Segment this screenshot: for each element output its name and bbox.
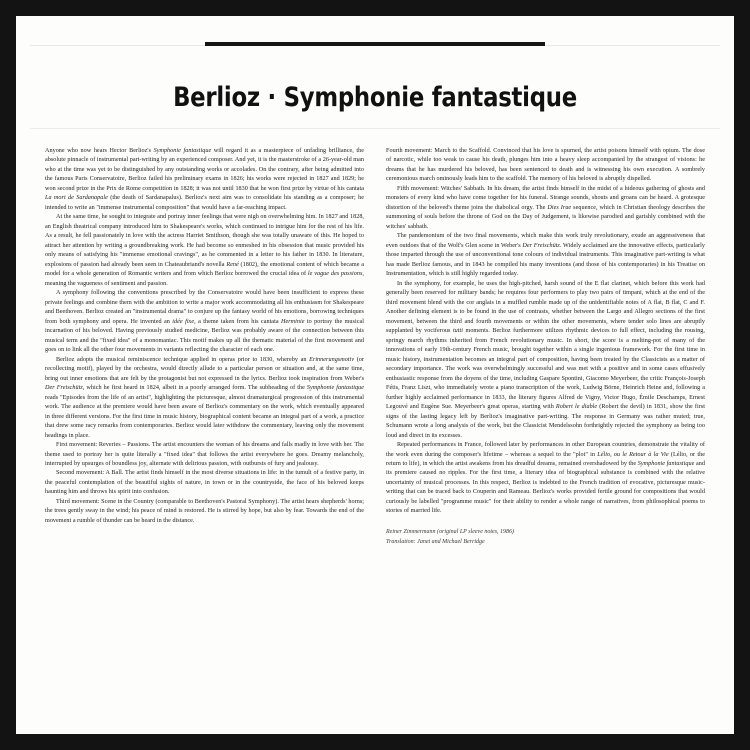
header-rule-accent: [205, 42, 545, 46]
body-paragraph: A symphony following the conventions prescribed by the Conservatoire would have been insufficient to express these private feelings and combine them with the ambition to write a major work accommodating all his enthusiasm for Shakespeare and Beethoven. Berlioz created an "instrumental drama" to conjure up the fantasy world of his emotions, borrowing techniques from both symphony and opera. He invented an idée fixe, a theme taken from his cantata Herminie to portray the musical incarnation of his beloved. Having previously studied medicine, Berlioz was probably aware of the connection between this musical term and the "fixed idea" of a monomaniac. This motif makes up all the thematic material of the first movement and goes on to link all the other four movements in variants reflecting the character of each one.: [45, 290, 364, 354]
credit-line: Translation: Janet and Michael Berridge: [386, 538, 485, 545]
body-paragraph: Berlioz adopts the musical reminiscence technique applied in operas prior to 1830, whereby an Erinnerungsmotiv (or recollecting motif), played by the orchestra, would directly allude to a particular person or situation and, at the same time, bring out inner emotions that are felt by the protagonist but not expressed in the lyrics. Berlioz took inspiration from Weber's Der Freischütz, which he first heard in 1824, albeit in a poorly arranged form. The subheading of the Symphonie fantastique reads "Episodes from the life of an artist", highlighting the picturesque, almost dramaturgical progression of this instrumental work. The audience at the premiere would have been aware of Berlioz's commentary on the work, which eventually appeared in three different versions. For the first time in music history, biographical content became an integral part of a work, a practice that drew some racy remarks from contemporaries. Berlioz would later withdraw the commentary, leaving only the movement headings in place.: [45, 356, 364, 439]
body-paragraph: The pandemonium of the two final movements, which make this work truly revolutionary, exude an aggressiveness that even outdoes that of the Wolf's Glen scene in Weber's Der Freischütz. Widely acclaimed are the innovative effects, particularly those imparted through the use of unconventional tone colours of individual instruments. This imaginative part-writing is what has made Berlioz famous, and in 1843 he compiled his many inventions (and those of his contemporaries) in his Treatise on Instrumentation, which is still highly regarded today.: [386, 233, 705, 278]
body-columns: [45, 147, 705, 718]
body-divider-rule: [30, 128, 720, 129]
credit-line: Reiner Zimmermann (original LP sleeve notes, 1986): [386, 529, 515, 536]
page-title: Berlioz · Symphonie fantastique: [173, 81, 577, 113]
credits-block: [386, 528, 705, 547]
body-paragraph: Fifth movement: Witches' Sabbath. In his dream, the artist finds himself in the midst of a hideous gathering of ghosts and monsters of every kind who have come together for his funeral. Strange sounds, shouts and groans can be heard. A grotesque distortion of the beloved's theme joins the diabolical orgy. The Dies Irae sequence, which in Christian theology describes the summoning of souls before the throne of God on the Day of Judgement, is likewise parodied and garishly combined with the witches' sabbath.: [386, 185, 705, 230]
body-paragraph: Repeated performances in France, followed later by performances in other European countries, demonstrate the vitality of the work even during the composer's lifetime – whereas a sequel to the "plot" in Lélio, ou le Retour à la Vie (Lélio, or the return to life), in which the artist awakens from his dreadful dreams, remained overshadowed by the Symphonie fantastique and its premiere caused no ripples. For the first time, a literary idea of biographical substance is combined with the relative uncertainty of musical processes. In this respect, Berlioz is indebted to the French tradition of evocative, picturesque music-writing that can be traced back to Couperin and Rameau. Berlioz's works provided fertile ground for compositions that would curiously be labelled "programme music" for their ability to render a whole range of narratives, from philosophical poems to stories of married life.: [386, 442, 706, 515]
masthead: [16, 16, 734, 132]
document-page: [16, 16, 734, 734]
body-paragraph: Second movement: A Ball. The artist finds himself in the most diverse situations in life: in the tumult of a festive party, in the peaceful contemplation of the beautiful sights of nature, in town or in the countryside, the face of his beloved keeps haunting him and throws his spirit into confusion.: [45, 470, 364, 496]
body-paragraph: First movement: Reveries – Passions. The artist encounters the woman of his dreams and falls madly in love with her. The theme used to portray her is quite literally a "fixed idea" that follows the artist everywhere he goes. Dreamy melancholy, interrupted by upsurges of boundless joy, alternate with delirious passion, with outbursts of fury and jealousy.: [45, 442, 364, 467]
body-paragraph: Anyone who now hears Hector Berlioz's Symphonie fantastique will regard it as a masterpiece of unfading brilliance, the absolute pinnacle of instrumental part-writing by an experienced composer. And yet, it is the masterstroke of a 26-year-old man who at the time was yet to be distinguished by any outstanding works or accolades. On the contrary, after being admitted into the famous Paris Conservatoire, Berlioz failed his preliminary exams in 1826; his works were rejected in 1827 and 1829; he won second prize in the Prix de Rome competition in 1828; it was not until 1830 that he won first prize by virtue of his cantata La mort de Sardanapale (the death of Sardanapalus). Berlioz's next aim was to consolidate his standing as a composer; he intended to write an "immense instrumental composition" that would have a far-reaching impact.: [45, 148, 364, 211]
left-column: [45, 147, 364, 718]
right-column: [386, 147, 705, 718]
body-paragraph: In the symphony, for example, he uses the high-pitched, harsh sound of the E flat clarinet, which before this work had generally been reserved for military bands; he requires four performers to play two pairs of timpani, which at the end of the third movement blend with the cor anglais in a muffled rumble made up of the unidentifiable notes of A flat, B flat, C and F. Another defining element is to be found in the use of contrasts, whether between the Largo and Allegro sections of the first movement, between the third and fourth movements or within the other movements, where tender solo lines are abruptly supplanted by vociferous tutti moments. Berlioz furthermore utilizes rhythmic devices to full effect, including the rousing, springy march rhythms inherited from French revolutionary music. In short, the score is a melting-pot of many of the innovations of early 19th-century French music, brought together within a single ingenious framework. For the first time in music history, instrumentation becomes an integral part of composition, having been treated by the Classicists as a matter of secondary importance. The work was overwhelmingly successful and was met with a positive and in some cases effusively enthusiastic response from the doyens of the time, including Gaspare Spontini, Giacomo Meyerbeer, the critic François-Joseph Fétis, Franz Liszt, who immediately wrote a piano transcription of the work, Ludwig Börne, Heinrich Heine and, following a further highly acclaimed performance in 1833, the literary figures Alfred de Vigny, Victor Hugo, Émile Deschamps, Ernest Legouvé and Eugène Sue. Meyerbeer's great operas, starting with Robert le diable (Robert the devil) in 1831, show the first signs of the lasting legacy left by Berlioz's imaginative part-writing. The response in Germany was rather muted; true, Schumann wrote a long analysis of the work, but the Classicist Mendelssohn forthrightly rejected the symphony as being too loud and direct in its excesses.: [386, 280, 705, 439]
body-paragraph: At the same time, he sought to integrate and portray inner feelings that were nigh on overwhelming him. In 1827 and 1828, an English theatrical company introduced him to Shakespeare's works, which continued to intrigue him for the rest of his life. As a result, he fell passionately in love with the actress Harriet Smithson, though she was totally unaware of this. He hoped to attract her attention by writing a groundbreaking work. He had become so enmeshed in his obsession that music provided his only means of satisfying his "immense emotional cravings", as he commented in a letter to his father in 1830. In literature, explosions of passion had already been seen in Chateaubriand's novella René (1802), the emotional content of which became a model for a whole generation of Romantic writers and from which Berlioz borrowed the crucial idea of le vague des passions, meaning the vagueness of sentiment and passion.: [45, 214, 364, 287]
body-paragraph: Third movement: Scene in the Country (comparable to Beethoven's Pastoral Symphony). The artist hears shepherds' horns; the trees gently sway in the wind; his peace of mind is restored. He is stirred by hope, but also by fear. Towards the end of the movement a rumble of thunder can be heard in the distance.: [45, 498, 364, 524]
body-paragraph: Fourth movement: March to the Scaffold. Convinced that his love is spurned, the artist poisons himself with opium. The dose of narcotic, while too weak to cause his death, plunges him into a heavy sleep accompanied by the strangest of visions: he dreams that he has murdered his beloved, has been sentenced to death and is witnessing his own execution. A sombrely ceremonious march ominously leads him to the scaffold. The memory of his beloved is abruptly dispelled.: [386, 148, 705, 183]
